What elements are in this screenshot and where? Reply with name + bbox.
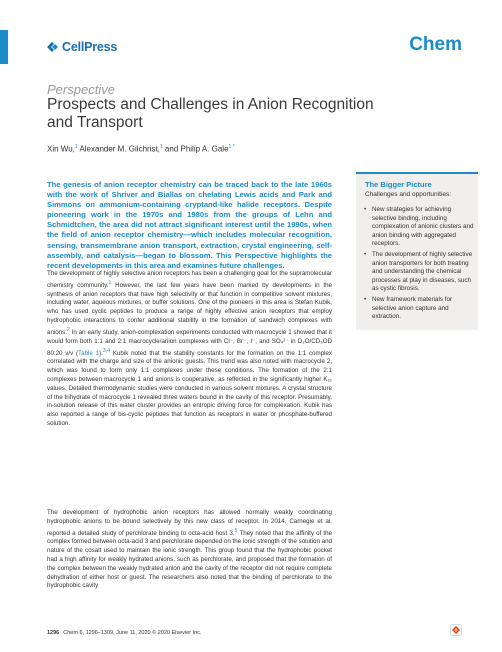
reference-link[interactable]: 3,4	[102, 347, 111, 354]
body-paragraph	[47, 270, 332, 429]
author-list	[47, 144, 235, 154]
list-item-text: New strategies for achieving selective binding, including complexation of anionic clusters and anion binding with aggregated receptors.	[372, 206, 474, 248]
list-item-text: The development of highly selective anion transporters for both treating and understanding the chemical processes at play in diseases, such as cystic fibrosis.	[372, 250, 473, 293]
author-name: Alexander M. Gilchrist,	[79, 144, 160, 154]
publisher-name: CellPress	[62, 40, 118, 54]
author-name: and Philip A. Gale	[164, 144, 229, 154]
body-text-run: The development of hydrophobic anion receptors has allowed normally weakly coordinating hydrophobic anions to be bound selectively by this new class of receptor. In 2014, Carnegie et al. reported a detailed study of perchlorate binding to octa-acid host 3.	[47, 509, 332, 537]
body-text-run: Kubik noted that the stability constants for the formation on the 1:1 complex correlated with the charge and size of the anionic guests. This trend was also noted with macrocycle 2, which was found to form only 1:1 complexes under these conditions. The formation of the 2:1 complexes between macrocycle 1 and anions is cooperative, as reflected in the significantly higher K₂₁ values. Detailed thermodynamic studies were conducted in various solvent mixtures. A crystal structure of the trihydrate of macrocycle 1 revealed three waters bound in the cavity of this receptor. Presumably, in-solution release of this water cluster provides an entropic driving force for complexation. Kubik has also reported a range of bis-cyclic peptides that function as receptors in water or phosphate-buffered solution.	[47, 349, 333, 427]
affiliation-mark[interactable]: 1	[74, 144, 78, 150]
list-item	[363, 296, 475, 322]
bigger-picture-title: The Bigger Picture	[365, 180, 432, 189]
bullet-icon: •	[364, 250, 367, 258]
affiliation-mark[interactable]: 1	[159, 144, 163, 150]
article-title: Prospects and Challenges in Anion Recognition and Transport	[47, 96, 374, 131]
body-text-run: They noted that the affinity of the complex formed between octa-acid 3 and perchlorate depended on the ionic strength of the solution and nature of the cosalt used to maintain the ionic strength. This group found that the hydrophobic pocket had a high affinity for weakly hydrated anions, such as perchlorate, and proposed that the formation of the complex between the weakly hydrated anion and the cavity of the receptor did not require complete dehydration of either host or guest. The researchers also noted that the binding of perchlorate to the hydrophobic cavity	[47, 529, 332, 590]
bigger-picture-list	[363, 206, 475, 324]
author-name: Xin Wu,	[47, 144, 75, 154]
citation-line: Chem 6, 1296–1309, June 11, 2020 © 2020 Elsevier Inc.	[63, 630, 202, 636]
body-paragraph	[47, 509, 332, 591]
list-item-text: New framework materials for selective anion capture and extraction.	[372, 295, 453, 321]
list-item	[363, 251, 475, 294]
page-footer	[47, 630, 201, 636]
publisher-logo[interactable]	[45, 40, 117, 54]
page-number: 1296	[47, 630, 60, 636]
body-text-run: However, the last few years have been marked by developments in the synthesis of anion receptors that have high selectivity or that function in competitive solvent mixtures, including water, aqueous mixtures, or buffer solutions. One of the pioneers in this area is Stefan Kubik, who has used cyclic peptides to produce a range of highly effective anion receptors that employ hydrophobic interactions to confer additional stability in the formation of sandwich complexes with anions.	[47, 281, 332, 336]
reference-link[interactable]: 5	[234, 527, 238, 534]
list-item	[363, 206, 475, 249]
bigger-picture-rule	[356, 172, 478, 174]
cellpress-mark-icon	[45, 41, 59, 53]
bullet-icon: •	[364, 295, 367, 303]
bullet-icon: •	[364, 206, 367, 213]
body-text-run: In an early study, anion-complexation experiments conducted with macrocycle 1 showed that it would form both 1:1 and 2:1 macrocycle/anion complexes with Cl⁻, Br⁻, I⁻, and SO₄²⁻ in D₂O/CD₃OD 80:20 v/v (	[47, 328, 332, 357]
affiliation-mark[interactable]: 1,*	[228, 144, 235, 150]
reference-link[interactable]: 2	[66, 326, 70, 333]
body-text-run: ).	[99, 349, 103, 357]
reference-link[interactable]: 1	[108, 279, 112, 286]
bigger-picture-subtitle: Challenges and opportunities:	[365, 191, 452, 198]
abstract: The genesis of anion receptor chemistry can be traced back to the late 1960s with the work of Shriver and Biallas on chelating Lewis acids and Park and Simmons on ammonium-containing cryptand-like halide receptors. Despite pioneering work in the 1970s and 1980s from the groups of Lehn and Schmidtchen, the area did not attract significant interest until the 1990s, when the field of anion receptor chemistry—which includes molecular recognition, sensing, transmembrane anion transport, extraction, crystal engineering, self-assembly, and catalysis—began to blossom. This Perspective highlights the recent developments in this area and examines future challenges.	[47, 180, 332, 270]
table-link[interactable]: Table 1	[78, 349, 100, 357]
journal-name[interactable]: Chem	[409, 34, 462, 55]
crossmark-icon[interactable]	[450, 624, 462, 636]
body-text-run: The development of highly selective anion receptors has been a challenging goal for the supramolecular chemistry community.	[47, 270, 332, 289]
article-type: Perspective	[47, 82, 115, 97]
section-tab	[0, 30, 8, 64]
